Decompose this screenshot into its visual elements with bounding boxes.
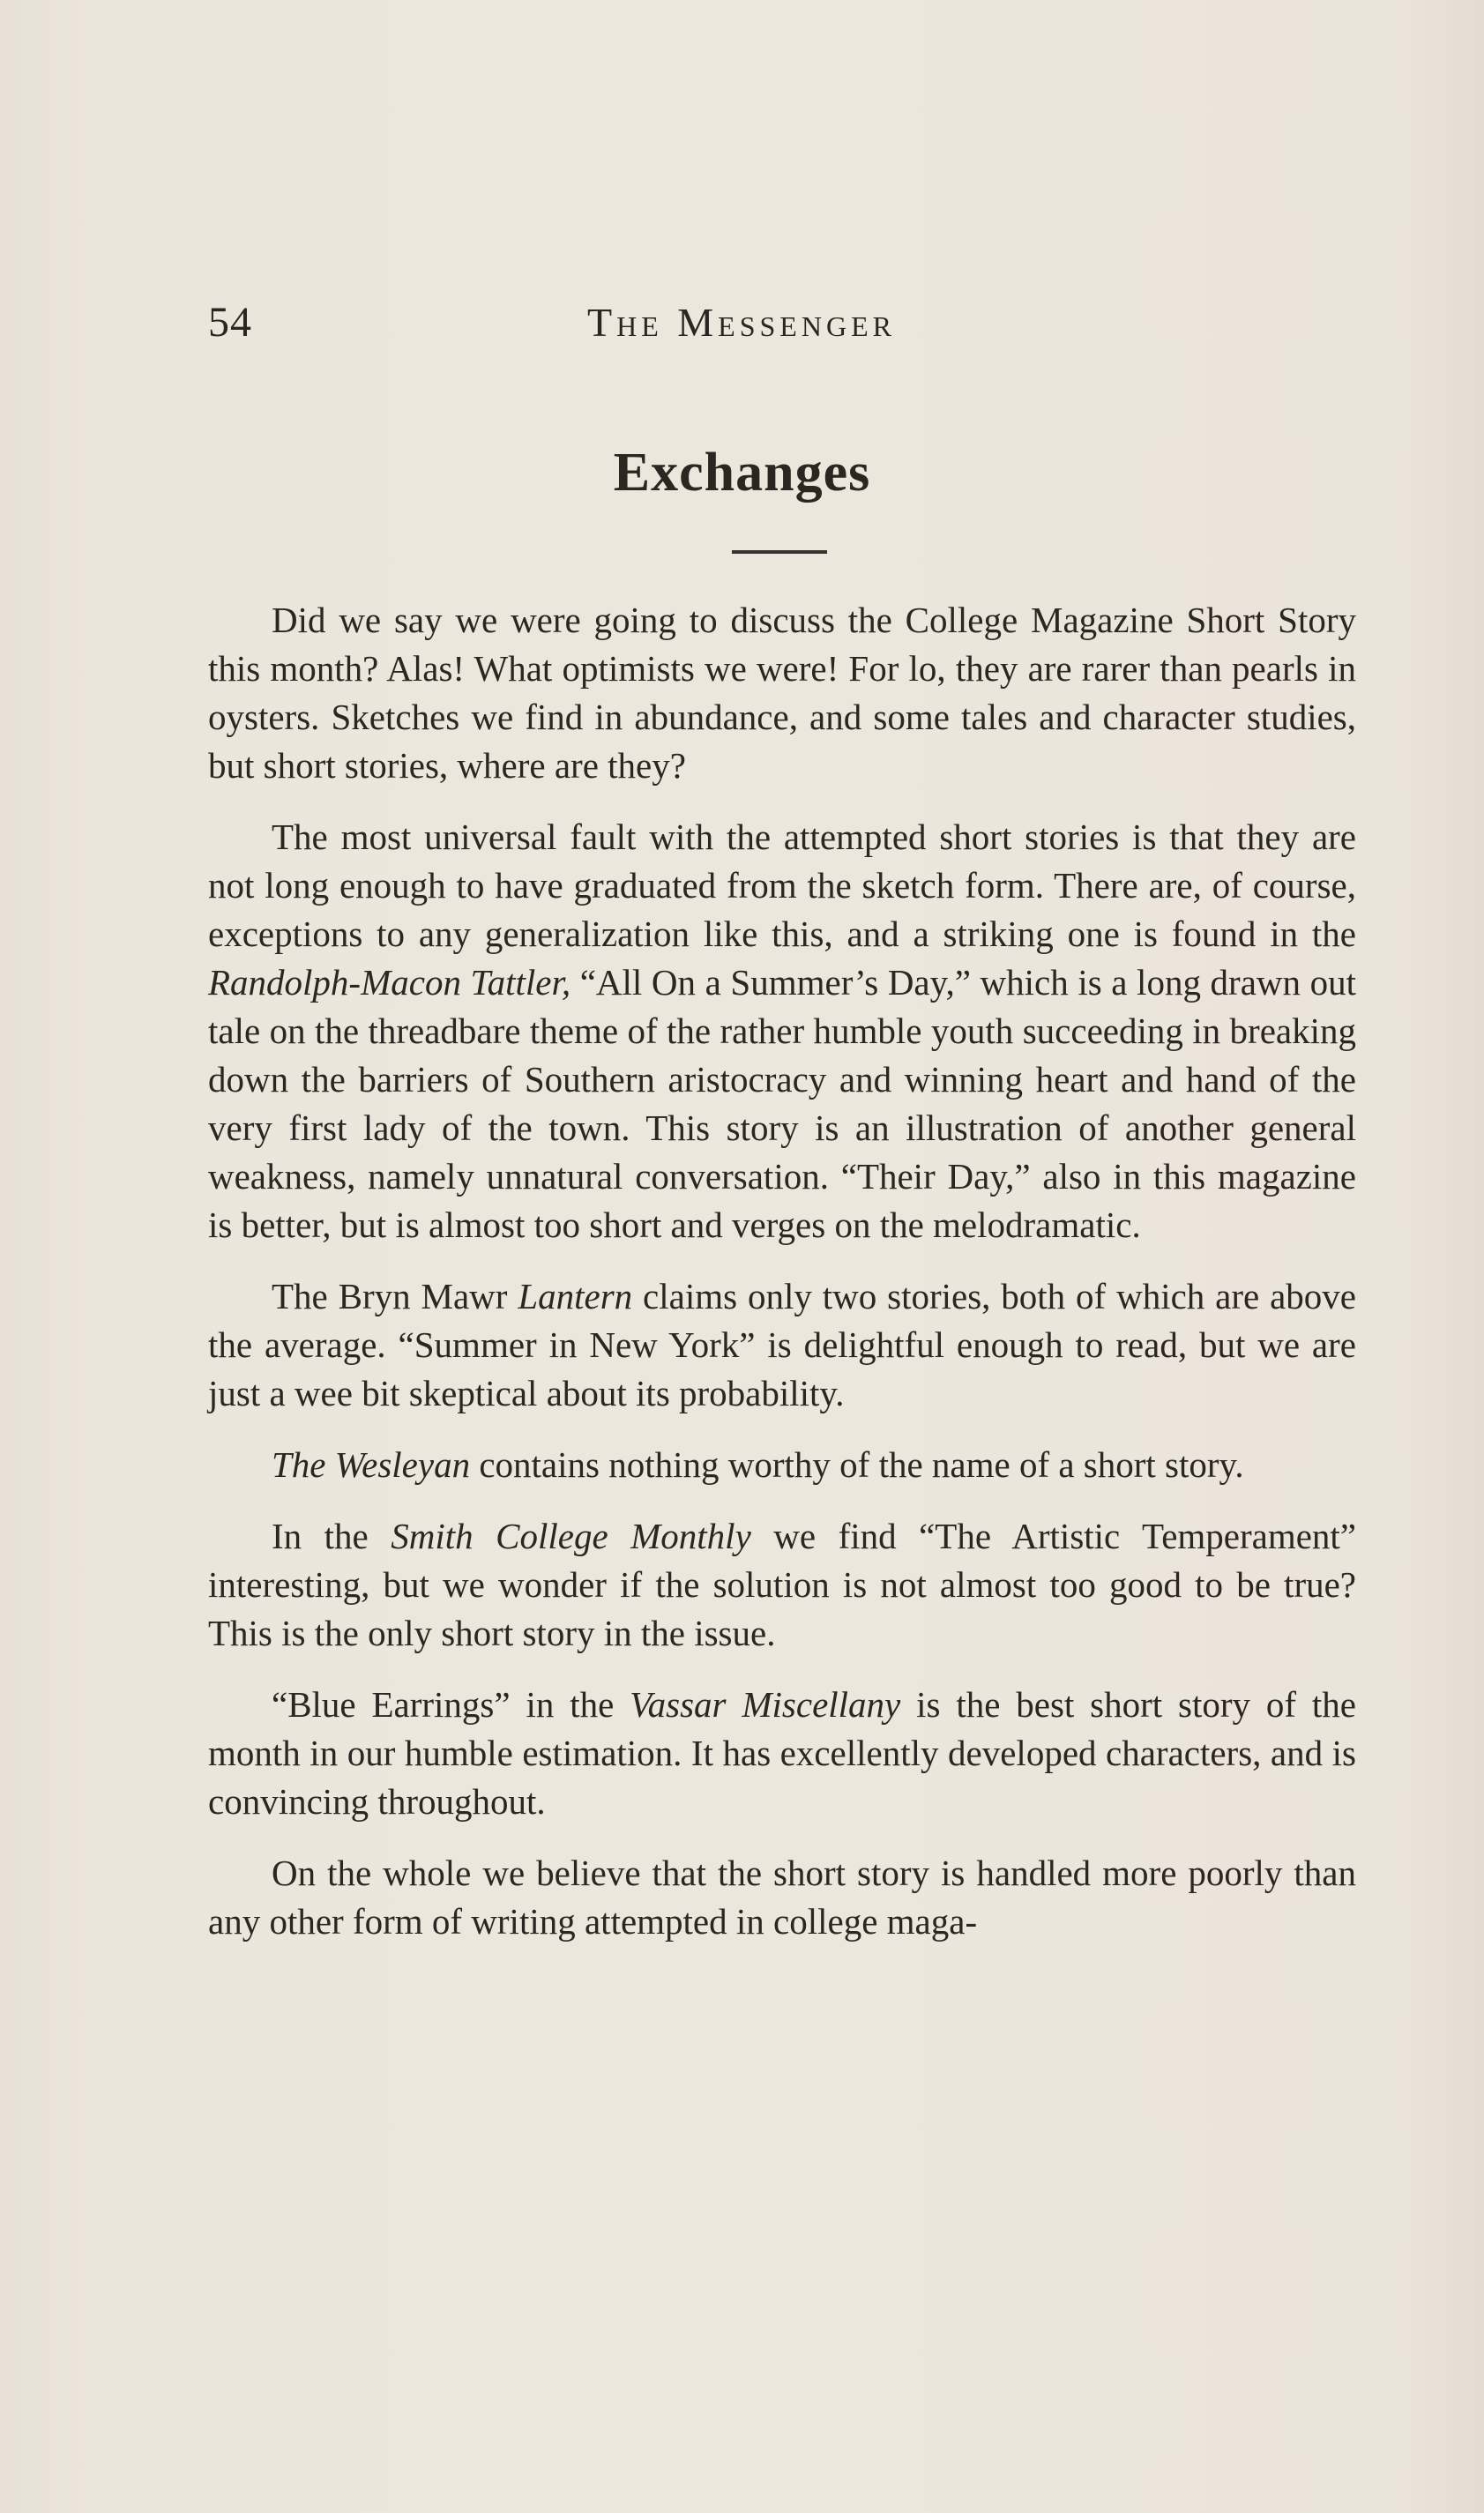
magazine-title-vassar-miscellany: Vassar Miscellany	[630, 1684, 901, 1725]
paragraph-5-text-end: we find “The Artistic Temperament” interesting, but we wonder if the solution is not almost too good to be true? This is the only short story in the issue.	[208, 1516, 1357, 1653]
title-divider	[732, 550, 827, 554]
running-title: The Messenger	[587, 300, 896, 345]
paragraph-6-text-end: is the best short story of the month in our humble estimation. It has excellently developed characters, and is convincing throughout.	[208, 1684, 1356, 1822]
page-header	[208, 296, 1354, 349]
paragraph-5-text-start: In the	[272, 1516, 392, 1556]
page-number: 54	[208, 299, 252, 346]
paragraph-2-text-end: “All On a Summer’s Day,” which is a long drawn out tale on the threadbare theme of the rather humble youth succeeding in breaking down the barriers of Southern aristocracy and winning heart and hand of the very first lady of the town. This story is an illustration of another general weakness, namely unnatural conversation. “Their Day,” also in this magazine is better, but is almost too short and verges on the melodramatic.	[208, 962, 1357, 1245]
magazine-title-lantern: Lantern	[518, 1276, 633, 1316]
paragraph-4	[208, 1441, 1356, 1489]
paragraph-6	[208, 1681, 1356, 1826]
magazine-title-randolph-macon-tattler: Randolph-Macon Tattler,	[208, 962, 571, 1003]
section-title: Exchanges	[613, 443, 871, 503]
magazine-title-smith-college-monthly: Smith College Monthly	[391, 1516, 751, 1556]
paragraph-1: Did we say we were going to discuss the College Magazine Short Story this month? Alas! What optimists we were! For lo, they are rarer than pearls in oysters. Sketches we find in abundance, and some tales and character studies, but short stories, where are they?	[208, 600, 1356, 786]
paragraph-6-text-start: “Blue Earrings” in the	[272, 1684, 630, 1725]
paragraph-2	[208, 813, 1356, 1249]
paragraph-2-text-start: The most universal fault with the attempted short stories is that they are not long enough to have graduated from the sketch form. There are, of course, exceptions to any generalization like this, and a striking one is found in the	[208, 817, 1356, 954]
paragraph-3-text-start: The Bryn Mawr	[272, 1276, 518, 1316]
paragraph-4-text-end: contains nothing worthy of the name of a short story.	[470, 1444, 1244, 1485]
paragraph-3	[208, 1272, 1356, 1418]
paragraph-5	[208, 1512, 1356, 1658]
article-body	[208, 596, 1356, 1969]
magazine-title-wesleyan: The Wesleyan	[272, 1444, 471, 1485]
paragraph-7: On the whole we believe that the short story is handled more poorly than any other form of writing attempted in college maga-	[208, 1853, 1356, 1942]
paragraph-3-text-end: claims only two stories, both of which are above the average. “Summer in New York” is delightful enough to read, but we are just a wee bit skeptical about its probability.	[208, 1276, 1356, 1413]
